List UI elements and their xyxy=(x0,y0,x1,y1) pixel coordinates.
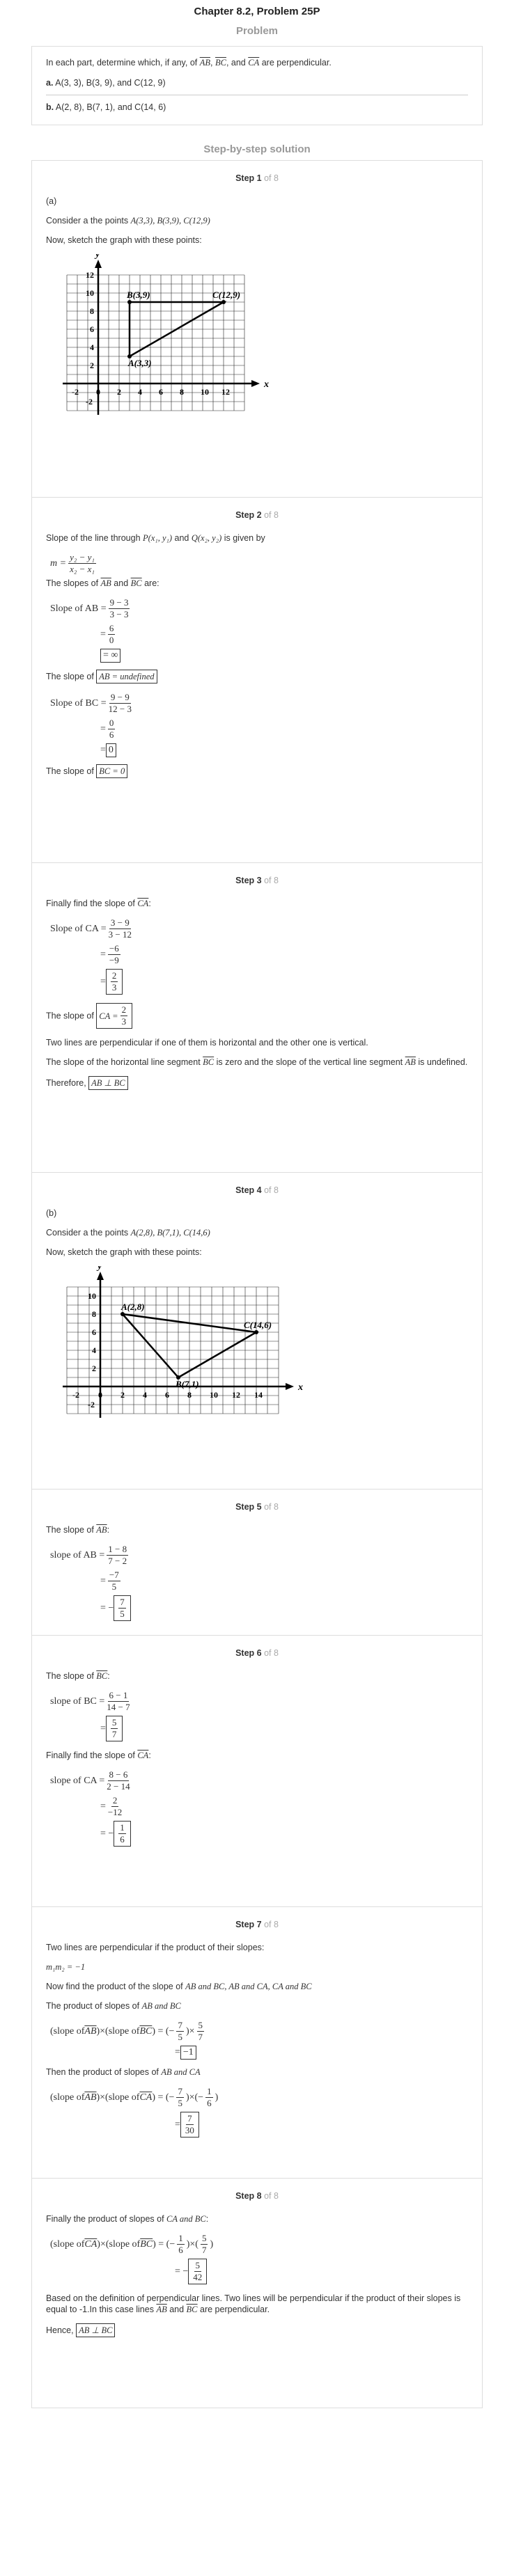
slope-of-text: The slope of $\overline{AB}$: xyxy=(46,1525,110,1535)
step-header: Step 8 of 8 xyxy=(235,2191,279,2201)
slope-intro: Slope of the line through P(x₁, y₁) and Q(x₂, y₂) is given by xyxy=(46,533,265,543)
x-tick-label: 6 xyxy=(165,1390,169,1400)
product1-text: The product of slopes of AB and BC xyxy=(46,2001,181,2011)
slope-ca-step: = $\frac{-6}{-9}$ xyxy=(100,943,119,965)
slope-ab-eq: Slope of AB = $\frac{9 - 3}{3 - 3}$ xyxy=(50,597,129,619)
problem-heading: Problem xyxy=(235,25,278,37)
y-tick-label: 4 xyxy=(92,1345,96,1355)
y-arrow xyxy=(95,260,102,268)
y-tick-label: 2 xyxy=(92,1364,96,1373)
bc-conclusion: The slope of BC = 0 xyxy=(46,764,468,778)
step-4 xyxy=(31,1173,483,1490)
point-label: A(2,8) xyxy=(121,1302,145,1312)
sketch-text: Now, sketch the graph with these points: xyxy=(46,235,202,245)
y-tick-label: 6 xyxy=(92,1327,96,1337)
slope-ab-result: = ∞ xyxy=(100,649,468,663)
x-arrow xyxy=(251,380,260,387)
step-8 xyxy=(31,2179,483,2408)
x-tick-label: 10 xyxy=(210,1390,218,1400)
step-header: Step 6 of 8 xyxy=(235,1648,279,1658)
part-label: (a) xyxy=(46,196,57,206)
slope-ca-result: = − $\frac{1}{6}$ xyxy=(100,1821,468,1847)
y-axis-label: y xyxy=(98,1266,102,1272)
product2-eq: (slope of $\overline{AB}$ )×(slope of $\overline{CA}$ ) = (− $\frac{7}{5}$ )×(− $\frac{1}{6}$ ) xyxy=(50,2086,219,2108)
point-label: C(12,9) xyxy=(212,290,241,300)
x-tick-label: 0 xyxy=(98,1390,102,1400)
point-label: B(3,9) xyxy=(127,290,150,300)
rule-equation: m₁m₂ = −1 xyxy=(46,1962,86,1972)
product3-eq: (slope of $\overline{CA}$ )×(slope of $\overline{BC}$ ) = (− $\frac{1}{6}$ )×( $\frac{5}{7}$ ) xyxy=(50,2233,214,2255)
finally-text: Finally the product of slopes of CA and BC: xyxy=(46,2214,209,2224)
x-tick-label: -2 xyxy=(72,387,79,397)
step-header: Step 4 of 8 xyxy=(235,1185,279,1195)
point-marker xyxy=(221,300,226,304)
page-title: Chapter 8.2, Problem 25P xyxy=(194,6,320,17)
x-tick-label: 4 xyxy=(143,1390,147,1400)
slope-ca-eq: Slope of CA = $\frac{3 - 9}{3 - 12}$ xyxy=(50,917,132,940)
y-tick-label: 2 xyxy=(90,361,94,370)
point-label: A(3,3) xyxy=(128,358,152,368)
consider-text: Consider a the points A(2,8), B(7,1), C(14,6) xyxy=(46,1228,210,1238)
step-2 xyxy=(31,498,483,863)
slope-ab-eq: slope of AB = $\frac{1 - 8}{7 - 2}$ xyxy=(50,1544,127,1566)
step-1 xyxy=(31,160,483,498)
x-tick-label: -2 xyxy=(72,1390,79,1400)
y-arrow xyxy=(97,1272,104,1280)
x-axis-label: x xyxy=(298,1382,303,1393)
y-tick-label: 10 xyxy=(86,288,94,298)
find-text: Now find the product of the slope of AB and BC, AB and CA, CA and BC xyxy=(46,1982,312,1991)
therefore-text: Therefore, AB ⊥ BC xyxy=(46,1076,468,1090)
problem-intro: In each part, determine which, if any, of $\overline{AB}$, $\overline{BC}$, and $\overline{CA}$ are perpendicular. xyxy=(46,58,332,68)
product2-result: = $\frac{7}{30}$ xyxy=(175,2112,468,2138)
consider-text: Consider a the points A(3,3), B(3,9), C(12,9) xyxy=(46,216,210,226)
slope-bc-eq: Slope of BC = $\frac{9 - 9}{12 - 3}$ xyxy=(50,692,132,714)
slope-bc-eq: slope of BC = $\frac{6 - 1}{14 - 7}$ xyxy=(50,1690,130,1712)
step-header: Step 2 of 8 xyxy=(235,510,279,520)
horiz-text: The slope of the horizontal line segment $\overline{BC}$ is zero and the slope of the vertical line segment $\overline{AB}$ is undefined. xyxy=(46,1057,468,1067)
slope-ca-step: = $\frac{2}{-12}$ xyxy=(100,1795,123,1817)
x-tick-label: 12 xyxy=(232,1390,240,1400)
finally-text: Finally find the slope of $\overline{CA}$: xyxy=(46,899,151,908)
step-header: Step 5 of 8 xyxy=(235,1502,279,1512)
slope-ab-step: = $\frac{6}{0}$ xyxy=(100,623,114,645)
part-b: b. A(2, 8), B(7, 1), and C(14, 6) xyxy=(46,102,166,112)
point-marker xyxy=(120,1312,125,1316)
slope-ab-result: = − $\frac{7}{5}$ xyxy=(100,1595,468,1621)
perp-rule: Two lines are perpendicular if the product of their slopes: xyxy=(46,1943,265,1952)
x-arrow xyxy=(286,1383,294,1390)
x-tick-label: 2 xyxy=(120,1390,125,1400)
y-tick-label: 8 xyxy=(90,306,94,316)
graph-part-b xyxy=(46,1266,338,1440)
y-tick-label: 12 xyxy=(86,270,94,280)
slope-bc-step: = $\frac{0}{6}$ xyxy=(100,718,114,740)
slope-of-text: The slope of $\overline{BC}$: xyxy=(46,1671,110,1681)
y-tick-label: 6 xyxy=(90,324,94,334)
x-tick-label: 12 xyxy=(221,387,230,397)
slope-bc-result: = 0 xyxy=(100,743,468,757)
y-tick-label: -2 xyxy=(86,397,93,406)
graph-part-a xyxy=(46,254,311,435)
x-tick-label: 4 xyxy=(138,387,142,397)
step-3 xyxy=(31,863,483,1173)
y-tick-label: 10 xyxy=(88,1291,96,1301)
x-tick-label: 8 xyxy=(187,1390,192,1400)
slope-bc-result: = $\frac{5}{7}$ xyxy=(100,1716,468,1741)
y-tick-label: 8 xyxy=(92,1309,96,1319)
solution-heading: Step-by-step solution xyxy=(203,143,311,155)
part-label: (b) xyxy=(46,1208,57,1218)
problem-box xyxy=(31,46,483,125)
step-header: Step 1 of 8 xyxy=(235,173,279,183)
slope-ab-step: = $\frac{-7}{5}$ xyxy=(100,1570,119,1592)
x-tick-label: 10 xyxy=(201,387,209,397)
step-header: Step 3 of 8 xyxy=(235,876,279,885)
hence-text: Hence, AB ⊥ BC xyxy=(46,2323,468,2337)
ca-conclusion: The slope of CA = $\frac{2}{3}$ xyxy=(46,1003,468,1029)
x-tick-label: 2 xyxy=(117,387,121,397)
perp-rule: Two lines are perpendicular if one of them is horizontal and the other one is vertical. xyxy=(46,1038,368,1048)
step-6 xyxy=(31,1636,483,1907)
y-tick-label: -2 xyxy=(88,1400,95,1409)
product3-result: = − $\frac{5}{42}$ xyxy=(175,2259,468,2284)
ab-conclusion: The slope of AB = undefined xyxy=(46,670,468,683)
product1-result: = −1 xyxy=(175,2046,468,2060)
step-5 xyxy=(31,1490,483,1636)
y-tick-label: 4 xyxy=(90,342,94,352)
part-a: a. A(3, 3), B(3, 9), and C(12, 9) xyxy=(46,78,166,88)
finally-text: Finally find the slope of $\overline{CA}$: xyxy=(46,1751,151,1760)
x-tick-label: 0 xyxy=(96,387,100,397)
product2-text: Then the product of slopes of AB and CA xyxy=(46,2067,201,2077)
x-tick-label: 8 xyxy=(180,387,184,397)
point-marker xyxy=(254,1330,258,1334)
product1-eq: (slope of $\overline{AB}$ )×(slope of $\overline{BC}$ ) = (− $\frac{7}{5}$ )× $\frac{5}{7}$ xyxy=(50,2020,203,2042)
slope-ca-eq: slope of CA = $\frac{8 - 6}{2 - 14}$ xyxy=(50,1769,130,1792)
point-label: B(7,1) xyxy=(176,1379,199,1389)
slope-formula: m = $\frac{\text{y₂ − y₁}}{\text{x₂ − x₁}}$ xyxy=(50,552,95,574)
x-tick-label: 14 xyxy=(254,1390,263,1400)
y-axis-label: y xyxy=(95,254,100,260)
x-axis-label: x xyxy=(264,379,269,390)
slopes-of-text: The slopes of $\overline{AB}$ and $\overline{BC}$ are: xyxy=(46,578,159,588)
step-header: Step 7 of 8 xyxy=(235,1920,279,1929)
sketch-text: Now, sketch the graph with these points: xyxy=(46,1247,202,1257)
definition-text: Based on the definition of perpendicular lines. Two lines will be perpendicular if the product of their slopes is equal to -1.In this case lines $\overline{AB}$ and $\overline{BC}$ are perpendicular. xyxy=(46,2293,461,2314)
point-marker xyxy=(127,300,132,304)
point-label: C(14,6) xyxy=(244,1320,272,1330)
step-7 xyxy=(31,1907,483,2179)
x-tick-label: 6 xyxy=(159,387,163,397)
slope-ca-result: = $\frac{2}{3}$ xyxy=(100,969,468,995)
